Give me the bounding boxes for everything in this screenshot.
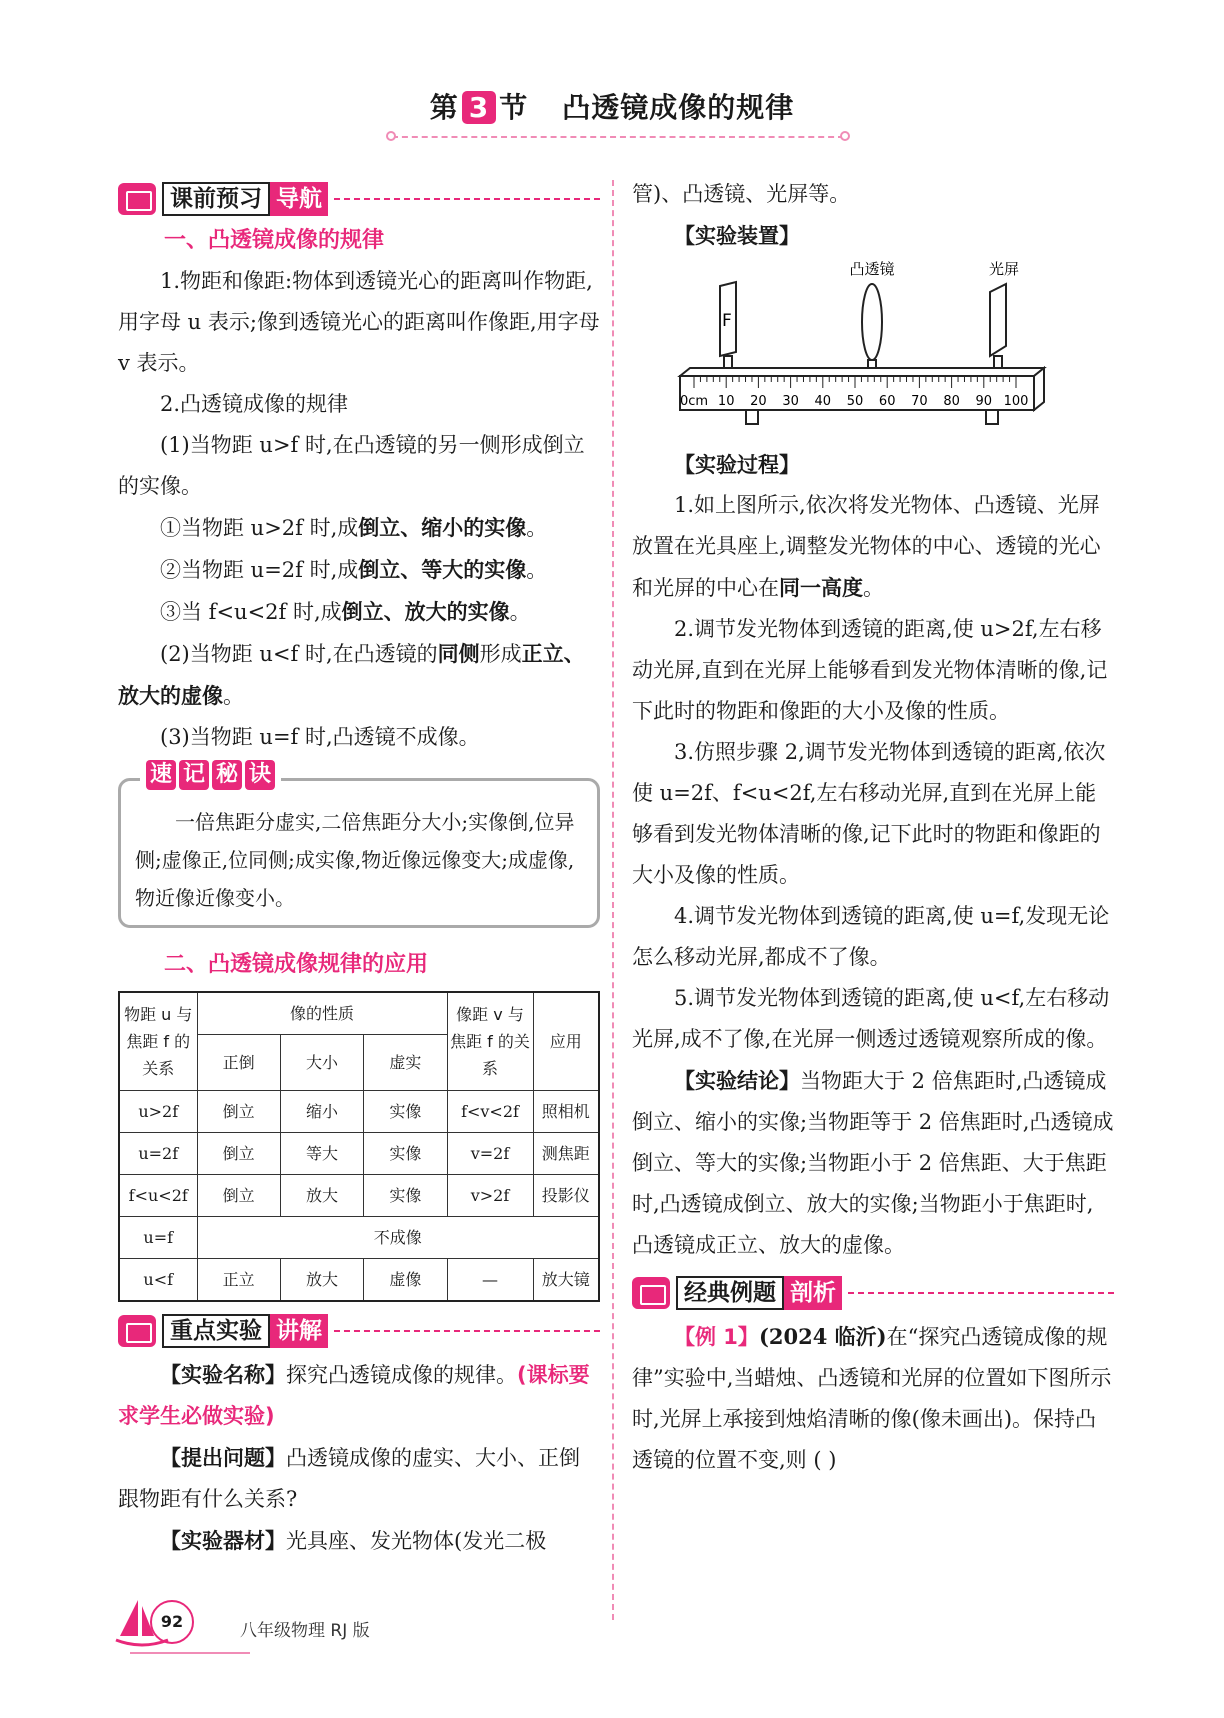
- section-header-tag: 剖析: [784, 1276, 842, 1310]
- paragraph-rule-2: [118, 633, 600, 717]
- experiment-materials: [118, 1520, 600, 1562]
- book-icon: [632, 1277, 670, 1309]
- section-header-title: 经典例题: [676, 1276, 784, 1310]
- tip-body: [118, 778, 600, 928]
- tip-char: 速: [146, 760, 176, 790]
- bench-foot: [986, 410, 998, 424]
- example-1: [632, 1316, 1114, 1481]
- table-cell: 放大: [280, 1174, 363, 1216]
- book-icon: [118, 183, 156, 215]
- tip-box: [118, 762, 600, 928]
- section-header-title: 课前预习: [162, 182, 270, 216]
- text: (2)当物距 u<f 时,在凸透镜的: [160, 642, 438, 666]
- emphasis: 正立、放大的虚像: [118, 641, 585, 708]
- table-cell: 倒立: [197, 1174, 280, 1216]
- divider-dot-right: [840, 131, 850, 141]
- header-dash: [848, 1292, 1114, 1294]
- ruler-label: 30: [782, 394, 799, 409]
- optical-bench-diagram: [676, 256, 1096, 436]
- note: (课标要求学生必做实验): [118, 1362, 590, 1428]
- page-title: [0, 86, 1224, 126]
- subheading-1: 一、凸透镜成像的规律: [164, 228, 385, 253]
- example-label: 【例 1】: [674, 1325, 759, 1349]
- table-cell: 放大镜: [533, 1258, 599, 1301]
- table-cell: u=f: [119, 1216, 197, 1258]
- table-cell: 虚像: [364, 1258, 447, 1301]
- text: 。: [526, 516, 548, 540]
- table-cell: 实像: [364, 1174, 447, 1216]
- experiment-name: [118, 1354, 600, 1437]
- text: 1.如上图所示,依次将发光物体、凸透镜、光屏放置在光具座上,调整发光物体的中心、透镜的光心和光屏的中心在: [632, 493, 1101, 600]
- paragraph-rule-1: (1)当物距 u>f 时,在凸透镜的另一侧形成倒立的实像。: [118, 433, 585, 498]
- section-number: 3: [462, 91, 496, 124]
- apparatus-label: 【实验装置】: [674, 223, 800, 248]
- tip-char: 秘: [212, 760, 242, 790]
- text: ③当 f<u<2f 时,成: [160, 600, 342, 624]
- column-divider: [612, 180, 614, 1620]
- label: 【实验器材】: [160, 1527, 286, 1553]
- table-cell: v=2f: [447, 1132, 533, 1174]
- table-header-type: 虚实: [364, 1034, 447, 1090]
- label: 【提出问题】: [160, 1444, 286, 1470]
- procedure-label: 【实验过程】: [674, 452, 800, 477]
- table-cell: 不成像: [197, 1216, 599, 1258]
- lens-label: 凸透镜: [849, 260, 895, 278]
- table-row: [119, 1258, 599, 1301]
- book-icon: [118, 1315, 156, 1347]
- convex-lens: [862, 284, 882, 360]
- emphasis: 同侧: [437, 641, 480, 666]
- section-header-title: 重点实验: [162, 1314, 270, 1348]
- table-row: [119, 1216, 599, 1258]
- screen-label: 光屏: [988, 260, 1020, 278]
- text: 凸透镜成像的虚实、大小、正倒跟物距有什么关系?: [118, 1445, 580, 1511]
- paragraph-rule: 2.凸透镜成像的规律: [160, 392, 349, 416]
- table-cell: 等大: [280, 1132, 363, 1174]
- text: 光具座、发光物体(发光二极: [286, 1528, 547, 1553]
- tip-char: 诀: [245, 760, 275, 790]
- table-row: [119, 1090, 599, 1132]
- ruler-label: 20: [750, 394, 767, 409]
- section-name: 凸透镜成像的规律: [562, 91, 795, 124]
- object-letter: F: [722, 311, 732, 331]
- step-5: 5.调节发光物体到透镜的距离,使 u<f,左右移动光屏,成不了像,在光屏一侧透过透镜观察所成的像。: [632, 986, 1110, 1051]
- section-header-tag: 讲解: [270, 1314, 328, 1348]
- text: 。: [863, 576, 884, 600]
- divider-dot-left: [386, 131, 396, 141]
- section-header-examples: [632, 1274, 1114, 1312]
- emphasis: 倒立、缩小的实像: [358, 515, 527, 540]
- materials-continued: 管)、凸透镜、光屏等。: [632, 182, 851, 206]
- emphasis: 同一高度: [779, 575, 863, 600]
- footer-wave: [130, 1652, 250, 1654]
- paragraph-rule-1a: [118, 507, 600, 549]
- page-number: 92: [150, 1600, 194, 1644]
- tip-text: 一倍焦距分虚实,二倍焦距分大小;实像倒,位异侧;虚像正,位同侧;成实像,物近像远像变大;成虚像,物近像近像变小。: [135, 810, 575, 910]
- paragraph-rule-1b: [118, 549, 600, 591]
- text: 。: [526, 558, 548, 582]
- table-header-v: 像距 v 与焦距 f 的关系: [447, 992, 533, 1090]
- text: 。: [509, 600, 531, 624]
- title-prefix: 第: [429, 91, 459, 124]
- text: 探究凸透镜成像的规律。: [286, 1362, 517, 1387]
- table-cell: v>2f: [447, 1174, 533, 1216]
- table-header-orientation: 正倒: [197, 1034, 280, 1090]
- table-cell: 测焦距: [533, 1132, 599, 1174]
- table-cell: 放大: [280, 1258, 363, 1301]
- emphasis: 倒立、等大的实像: [358, 557, 527, 582]
- title-suffix: 节: [499, 91, 529, 124]
- title-divider: [392, 136, 844, 138]
- paragraph-rule-3: (3)当物距 u=f 时,凸透镜不成像。: [160, 725, 480, 749]
- subheading-2: 二、凸透镜成像规律的应用: [164, 952, 429, 977]
- table-cell: 实像: [364, 1132, 447, 1174]
- ruler-label: 90: [975, 394, 993, 409]
- table-cell: f<v<2f: [447, 1090, 533, 1132]
- ruler-labels: [680, 394, 1028, 409]
- ruler-label: 10: [717, 394, 735, 409]
- text: 。: [223, 684, 244, 708]
- table-header-size: 大小: [280, 1034, 363, 1090]
- table-cell: 投影仪: [533, 1174, 599, 1216]
- label: 【实验结论】: [674, 1068, 800, 1093]
- table-cell: f<u<2f: [119, 1174, 197, 1216]
- emphasis: 倒立、放大的实像: [341, 599, 510, 624]
- footer-text: 八年级物理 RJ 版: [240, 1621, 370, 1641]
- header-dash: [334, 1330, 600, 1332]
- section-header-tag: 导航: [270, 182, 328, 216]
- text: ①当物距 u>2f 时,成: [160, 516, 359, 540]
- text: ②当物距 u=2f 时,成: [160, 558, 359, 582]
- ruler-label: 70: [911, 394, 928, 409]
- table-cell: 倒立: [197, 1090, 280, 1132]
- text: 形成: [479, 642, 522, 666]
- table-cell: 照相机: [533, 1090, 599, 1132]
- section-header-preview: [118, 180, 600, 218]
- step-1: [632, 485, 1114, 609]
- table-cell: u=2f: [119, 1132, 197, 1174]
- table-row: [119, 1174, 599, 1216]
- table-cell: —: [447, 1258, 533, 1301]
- bench-top: [680, 368, 1044, 376]
- example-source: (2024 临沂): [758, 1324, 887, 1349]
- table-cell: u>2f: [119, 1090, 197, 1132]
- table-header-property: 像的性质: [197, 992, 447, 1034]
- tip-title: [140, 760, 281, 790]
- bench-foot: [746, 410, 758, 424]
- header-dash: [334, 198, 600, 200]
- step-3: 3.仿照步骤 2,调节发光物体到透镜的距离,依次使 u=2f、f<u<2f,左右移动光屏,直到在光屏上能够看到发光物体清晰的像,记下此时的物距和像距的大小及像的性质。: [632, 740, 1106, 887]
- example-text: 在“探究凸透镜成像的规律”实验中,当蜡烛、凸透镜和光屏的位置如下图所示时,光屏上承接到烛焰清晰的像(像未画出)。保持凸透镜的位置不变,则 ( ): [632, 1325, 1112, 1472]
- left-column: [118, 180, 600, 1562]
- paragraph-distance: 1.物距和像距:物体到透镜光心的距离叫作物距,用字母 u 表示;像到透镜光心的距离叫作像距,用字母 v 表示。: [118, 269, 600, 375]
- table-cell: u<f: [119, 1258, 197, 1301]
- label: 【实验名称】: [160, 1361, 286, 1387]
- rules-table: [118, 991, 600, 1302]
- ruler-label: 60: [878, 394, 896, 409]
- table-header-u: 物距 u 与焦距 f 的关系: [119, 992, 197, 1090]
- table-header-application: 应用: [533, 992, 599, 1090]
- bench-side: [1034, 368, 1044, 410]
- step-2: 2.调节发光物体到透镜的距离,使 u>2f,左右移动光屏,直到在光屏上能够看到发光物体清晰的像,记下此时的物距和像距的大小及像的性质。: [632, 617, 1108, 723]
- paragraph-rule-1c: [118, 591, 600, 633]
- ruler-label: 80: [943, 394, 960, 409]
- table-cell: 正立: [197, 1258, 280, 1301]
- light-screen: [990, 284, 1006, 356]
- experiment-question: [118, 1437, 600, 1520]
- table-row: [119, 1132, 599, 1174]
- right-column: [632, 174, 1114, 1481]
- ruler-label: 50: [846, 394, 864, 409]
- ruler-label: 40: [814, 394, 832, 409]
- step-4: 4.调节发光物体到透镜的距离,使 u=f,发现无论怎么移动光屏,都成不了像。: [632, 904, 1110, 969]
- table-cell: 倒立: [197, 1132, 280, 1174]
- tip-char: 记: [179, 760, 209, 790]
- section-header-experiment: [118, 1312, 600, 1350]
- conclusion: [632, 1060, 1114, 1266]
- table-cell: 缩小: [280, 1090, 363, 1132]
- text: 当物距大于 2 倍焦距时,凸透镜成倒立、缩小的实像;当物距等于 2 倍焦距时,凸透镜成倒立、等大的实像;当物距小于 2 倍焦距、大于焦距时,凸透镜成倒立、放大的实像;当物距小于焦距时,凸透镜成正立、放大的虚像。: [632, 1069, 1114, 1257]
- ruler-label: 100: [1003, 394, 1029, 409]
- table-cell: 实像: [364, 1090, 447, 1132]
- ruler-label: 0cm: [679, 394, 709, 409]
